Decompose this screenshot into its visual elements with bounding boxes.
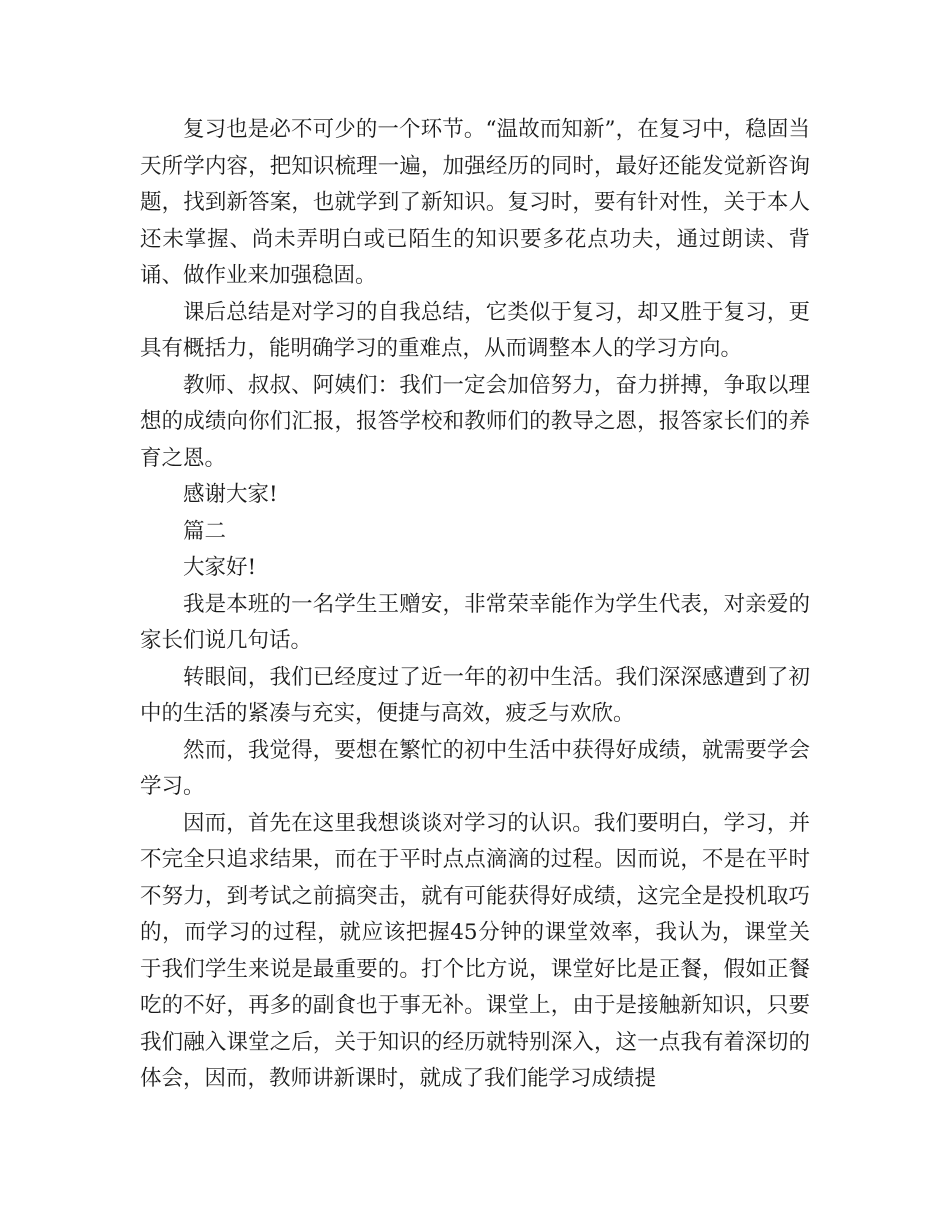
paragraph-learning: 然而，我觉得，要想在繁忙的初中生活中获得好成绩，就需要学会学习。: [140, 737, 810, 799]
paragraph-thanks: 感谢大家!: [183, 482, 278, 507]
paragraph-intro: 我是本班的一名学生王赠安，非常荣幸能作为学生代表，对亲爱的家长们说几句话。: [140, 591, 810, 653]
paragraph-summary: 课后总结是对学习的自我总结，它类似于复习，却又胜于复习，更具有概括力，能明确学习的重难点，从而调整本人的学习方向。: [140, 299, 810, 361]
paragraph-review: 复习也是必不可少的一个环节。“温故而知新”，在复习中，稳固当天所学内容，把知识梳理一遍，加强经历的同时，最好还能发觉新咨询题，找到新答案，也就学到了新知识。复习时，要有针对性，关于本人还未掌握、尚未弄明白或已陌生的知识要多花点功夫，通过朗读、背诵、做作业来加强稳固。: [140, 117, 810, 288]
paragraph-understanding: 因而，首先在这里我想谈谈对学习的认识。我们要明白，学习，并不完全只追求结果，而在于平时点点滴滴的过程。因而说，不是在平时不努力，到考试之前搞突击，就有可能获得好成绩，这完全是投机取巧的，而学习的过程，就应该把握45分钟的课堂效率，我认为，课堂关于我们学生来说是最重要的。打个比方说，课堂好比是正餐，假如正餐吃的不好，再多的副食也于事无补。课堂上，由于是接触新知识，只要我们融入课堂之后，关于知识的经历就特别深入，这一点我有着深切的体会，因而，教师讲新课时，就成了我们能学习成绩提: [140, 810, 810, 1091]
document-body: [140, 112, 810, 1098]
paragraph-pledge: 教师、叔叔、阿姨们：我们一定会加倍努力，奋力拼搏，争取以理想的成绩向你们汇报，报答学校和教师们的教导之恩，报答家长们的养育之恩。: [140, 372, 810, 471]
paragraph-greeting: 大家好!: [183, 555, 257, 580]
paragraph-time: 转眼间，我们已经度过了近一年的初中生活。我们深深感遭到了初中的生活的紧凑与充实，便捷与高效，疲乏与欢欣。: [140, 664, 810, 726]
section-heading: 篇二: [183, 518, 227, 544]
